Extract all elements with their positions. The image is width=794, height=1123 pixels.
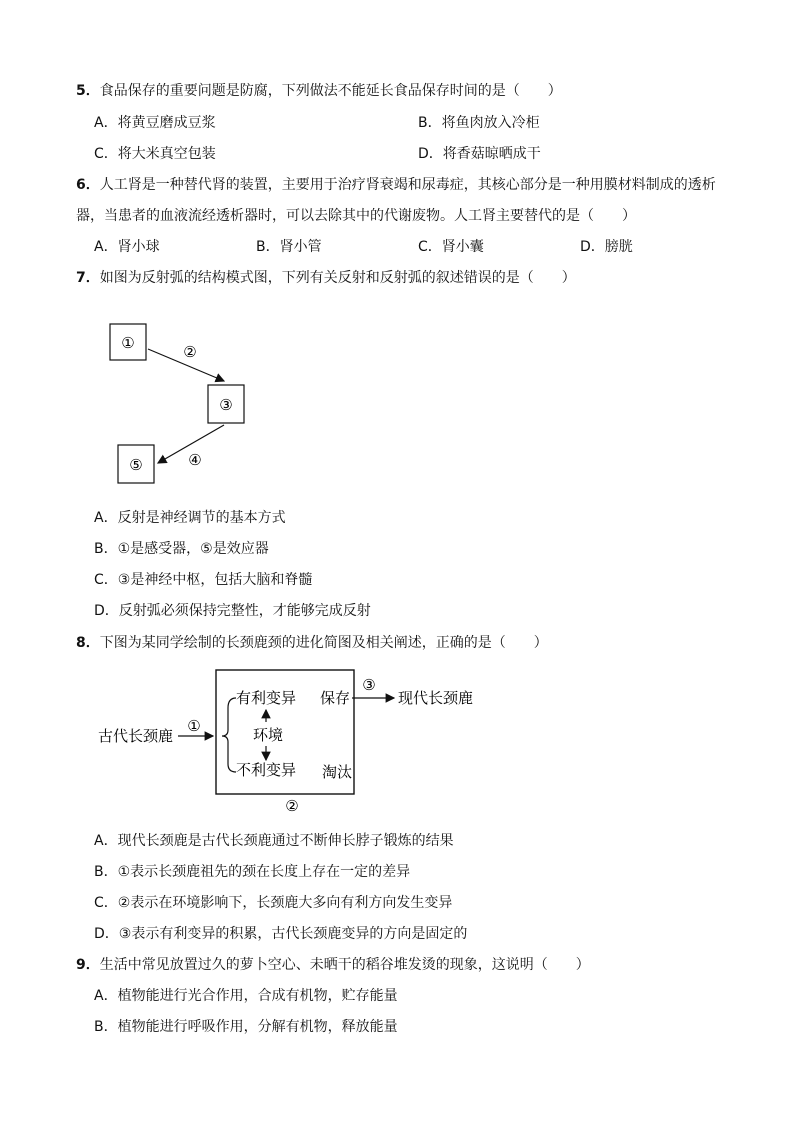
q9-option-a: A．植物能进行光合作用，合成有机物，贮存能量 — [94, 988, 398, 1004]
ancient-giraffe-label: 古代长颈鹿 — [98, 727, 174, 745]
keep-label: 保存 — [320, 689, 351, 707]
center-label: ③ — [219, 396, 233, 414]
variation-brace — [222, 698, 236, 772]
q9-stem — [76, 956, 590, 974]
environment-label: 环境 — [253, 726, 284, 744]
q8-option-a: A．现代长颈鹿是古代长颈鹿通过不断伸长脖子锻炼的结果 — [94, 833, 454, 849]
q7-text: 如图为反射弧的结构模式图，下列有关反射和反射弧的叙述错误的是（ ） — [99, 270, 576, 286]
q7-option-a: A．反射是神经调节的基本方式 — [94, 510, 286, 526]
q9-option-b: B．植物能进行呼吸作用，分解有机物，释放能量 — [94, 1019, 398, 1035]
modern-giraffe-label: 现代长颈鹿 — [398, 689, 474, 707]
q6-text-line1: 人工肾是一种替代肾的装置，主要用于治疗肾衰竭和尿毒症，其核心部分是一种用膜材料制成的透析 — [99, 177, 716, 193]
q9-text: 生活中常见放置过久的萝卜空心、未晒干的稻谷堆发烫的现象，这说明（ ） — [99, 957, 590, 973]
q6-option-c: C．肾小囊 — [418, 239, 484, 255]
q5-number: 5． — [76, 83, 100, 99]
receptor-label: ① — [121, 334, 135, 352]
q5-text: 食品保存的重要问题是防腐，下列做法不能延长食品保存时间的是（ ） — [99, 83, 562, 99]
afferent-label: ② — [183, 343, 197, 361]
q8-number: 8． — [76, 635, 100, 651]
q6-stem-line1 — [76, 176, 716, 194]
eliminate-label: 淘汰 — [322, 763, 353, 781]
q7-option-d: D．反射弧必须保持完整性，才能够完成反射 — [94, 603, 371, 619]
q5-stem — [76, 82, 562, 100]
q8-option-d: D．③表示有利变异的积累，古代长颈鹿变异的方向是固定的 — [94, 926, 468, 942]
q9-number: 9． — [76, 957, 100, 973]
giraffe-evolution-diagram — [90, 662, 490, 820]
q7-stem — [76, 269, 576, 287]
q7-option-c: C．③是神经中枢，包括大脑和脊髓 — [94, 572, 313, 588]
step3-label: ③ — [362, 676, 376, 694]
q8-stem — [76, 634, 548, 652]
q6-option-b: B．肾小管 — [256, 239, 322, 255]
unfavorable-variation-label: 不利变异 — [236, 761, 297, 779]
q6-number: 6． — [76, 177, 100, 193]
reflex-arc-diagram — [100, 315, 260, 495]
q8-option-c: C．②表示在环境影响下，长颈鹿大多向有利方向发生变异 — [94, 895, 453, 911]
q6-text-line2: 器，当患者的血液流经透析器时，可以去除其中的代谢废物。人工肾主要替代的是（ ） — [76, 208, 636, 224]
step2-label: ② — [285, 797, 299, 815]
q7-option-b: B．①是感受器，⑤是效应器 — [94, 541, 269, 557]
q5-option-d: D．将香菇晾晒成干 — [418, 146, 541, 162]
q5-option-c: C．将大米真空包装 — [94, 146, 216, 162]
q6-option-a: A．肾小球 — [94, 239, 160, 255]
q5-option-b: B．将鱼肉放入冷柜 — [418, 115, 540, 131]
favorable-variation-label: 有利变异 — [236, 689, 297, 707]
q8-text: 下图为某同学绘制的长颈鹿颈的进化简图及相关阐述，正确的是（ ） — [99, 635, 548, 651]
q6-option-d: D．膀胱 — [580, 239, 633, 255]
q8-option-b: B．①表示长颈鹿祖先的颈在长度上存在一定的差异 — [94, 864, 411, 880]
efferent-label: ④ — [188, 451, 202, 469]
q7-number: 7． — [76, 270, 100, 286]
q5-option-a: A．将黄豆磨成豆浆 — [94, 115, 216, 131]
effector-label: ⑤ — [129, 456, 143, 474]
step1-label: ① — [187, 717, 201, 735]
